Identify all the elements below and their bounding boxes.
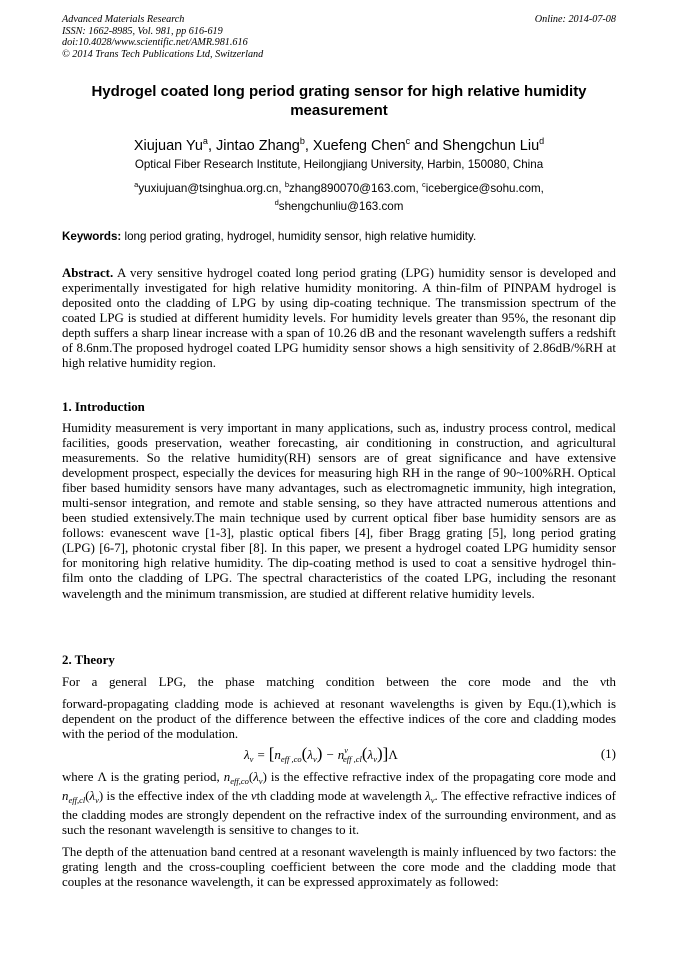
text-run: is the effective refractive index of the propagating core mode and [270,770,617,784]
equation-1 [62,742,616,764]
keywords-label: Keywords: [62,230,122,243]
text-run: is the effective index of the [106,789,248,804]
author-email[interactable]: shengchunliu@163.com [278,199,404,213]
theory-intro-line1: For a general LPG, the phase matching condition between the core mode and the νth [62,675,616,689]
keywords-text: long period grating, hydrogel, humidity sensor, high relative humidity. [124,230,477,243]
email-mark: d [274,197,279,207]
author-name: Jintao Zhang [216,137,300,154]
author-email[interactable]: yuxiujuan@tsinghua.org.cn, [138,181,282,195]
journal-header [62,14,616,60]
issn-line: ISSN: 1662-8985, Vol. 981, pp 616-619 [62,25,223,37]
theory-after-equation: where Λ is the grating period, $n_{eff,co}(\lambda_\nu)$ is the effective refractive index of the propagating core mode and $n_{eff,cl}(\lambda_\nu)$ is the effective index of the νth cladding mode at wavelength $\lambda_\nu$. The effective refractive indices of the cladding modes are strongly dependent on the refractive index of the surrounding environment, and as such the resonant wavelength is sensitive to changes to it. [62,770,617,838]
affiliation: Optical Fiber Research Institute, Heilongjiang University, Harbin, 150080, China [134,158,544,171]
author-email[interactable]: zhang890070@163.com, [289,181,419,195]
section-heading-theory: 2. Theory [62,653,115,667]
section-heading-introduction: 1. Introduction [62,400,145,414]
equation-number: (1) [600,746,616,761]
text-run: where Λ is the grating period, [62,770,220,784]
author-mark: c [405,136,411,146]
theory-depth-text: The depth of the attenuation band centred at a resonant wavelength is mainly influenced by two factors: the grating length and the cross-coupling coefficient between the core mode and the cladding mode that couples at the resonance wavelength, it can be expressed approximately as followed: [62,845,616,890]
doi-line: doi:10.4028/www.scientific.net/AMR.981.616 [62,37,248,49]
author-mark: b [299,136,305,146]
keywords [62,230,616,244]
author-list: Xiujuan Yu$^a$, Jintao Zhang$^b$, Xuefeng Chen$^c$ and Shengchun Liu$^d$ [133,136,545,154]
author-mark: a [202,136,208,146]
abstract [62,266,616,371]
author-name: Shengchun Liu [442,137,540,154]
copyright-line: © 2014 Trans Tech Publications Ltd, Switzerland [62,48,264,60]
equation-body: $\lambda_\nu = [n_{eff ,co}(\lambda_\nu) - n^\nu_{eff ,cl}(\lambda_\nu)]\Lambda$ [244,744,398,764]
email-mark: b [284,180,289,189]
author-email[interactable]: icebergice@sohu.com, [425,181,544,195]
author-emails [62,178,616,214]
text-run: th cladding mode at wavelength [256,789,422,804]
paper-title: Hydrogel coated long period grating sensor for high relative humidity measurement [91,83,587,119]
introduction-text: Humidity measurement is very important in many applications, such as, industry process control, medical facilities, goods preservation, weather forecasting, air conditioning in construction, and agricultural measurements. So the relative humidity(RH) sensors are of great significance and have extensive development prospect, especially the devices for measuring high RH in the range of 90~100%RH. Optical fiber based humidity sensors have many advantages, such as electromagnetic immunity, high integration, multi-sensor integration, and remote and stable sensing, so they have attracted numerous attentions and been studied extensively.The main technique used by current optical fiber base humidity sensors are as follows: evanescent wave [1-3], plastic optical fibers [4], fiber Bragg grating [5], long period grating (LPG) [6-7], photonic crystal fiber [8]. In this paper, we present a hydrogel coated LPG humidity sensor for monitoring high relative humidity. The dip-coating method is used to coat a sensitive hydrogel thin-film onto the cladding of LPG. The spectral characteristics of the coated LPG, including the resonant wavelength and the minimum transmission, are studied at different relative humidity levels. [62,421,616,601]
abstract-label: Abstract. [62,266,114,280]
email-mark: c [421,180,426,189]
abstract-text: A very sensitive hydrogel coated long period grating (LPG) humidity sensor is developed and experimentally investigated for high relative humidity monitoring. A thin-film of PINPAM hydrogel is deposited onto the cladding of LPG by using dip-coating technique. The transmission spectrum of the coated LPG is studied at different humidity levels. For humidity levels greater than 95%, the resonant dip depth suffers a sharp linear increase with a span of 10.26 dB and the resonant wavelength suffers a redshift of 8.6nm.The proposed hydrogel coated LPG humidity sensor shows a high sensitivity of 2.86dB/%RH at high relative humidity region. [62,266,616,371]
email-mark: a [134,180,139,189]
theory-intro-text: forward-propagating cladding mode is achieved at resonant wavelengths is given by Equ.(1),which is dependent on the product of the difference between the effective indices of the core and cladding modes with the period of the modulation. [62,697,616,742]
journal-name: Advanced Materials Research [62,14,185,25]
author-name: Xiujuan Yu [133,137,203,154]
online-date: Online: 2014-07-08 [534,14,616,25]
text-run: . The effective refractive indices of the cladding modes are strongly dependent on the refractive index of the surrounding environment, and as such the resonant wavelength is sensitive to changes to it. [62,789,616,838]
author-name: Xuefeng Chen [312,137,406,154]
author-mark: d [539,136,545,146]
